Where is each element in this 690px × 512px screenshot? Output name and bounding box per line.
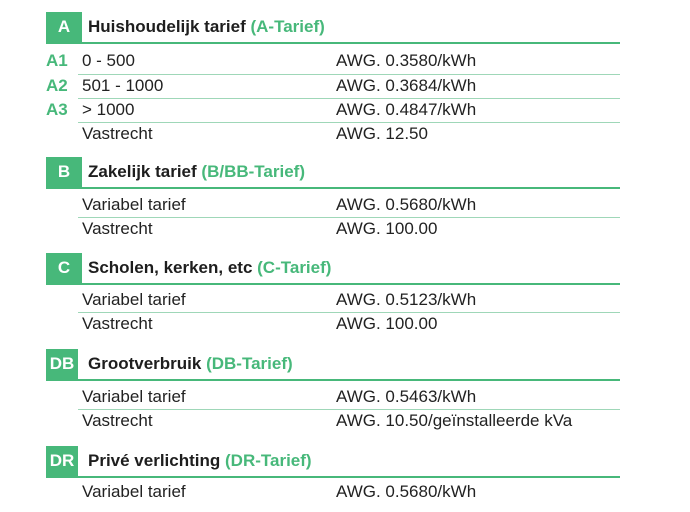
section-badge: C xyxy=(46,253,82,283)
row-code: A2 xyxy=(46,76,68,95)
row-value: AWG. 12.50 xyxy=(336,124,428,143)
row-label: Vastrecht xyxy=(82,314,153,333)
table-row xyxy=(0,479,690,504)
section-header xyxy=(0,12,690,42)
section-header xyxy=(0,253,690,283)
row-label: Vastrecht xyxy=(82,219,153,238)
row-label: Variabel tarief xyxy=(82,387,186,406)
section-title xyxy=(88,446,312,476)
row-label: > 1000 xyxy=(82,100,135,119)
table-row xyxy=(0,192,690,217)
section-tag: (DB-Tarief) xyxy=(206,354,293,373)
section-badge: A xyxy=(46,12,82,42)
table-row xyxy=(0,216,690,241)
section-title xyxy=(88,253,331,283)
header-rule xyxy=(46,476,620,478)
table-row xyxy=(0,287,690,312)
section-tag: (A-Tarief) xyxy=(250,17,325,36)
row-value: AWG. 100.00 xyxy=(336,219,438,238)
section-header xyxy=(0,157,690,187)
row-value: AWG. 0.5680/kWh xyxy=(336,195,477,214)
header-rule xyxy=(46,379,620,381)
row-code: A1 xyxy=(46,51,68,70)
row-code: A3 xyxy=(46,100,68,119)
header-rule xyxy=(46,42,620,44)
row-label: Variabel tarief xyxy=(82,195,186,214)
row-value: AWG. 0.5680/kWh xyxy=(336,482,477,501)
section-badge: B xyxy=(46,157,82,187)
section-title-text: Zakelijk tarief xyxy=(88,162,197,181)
table-row xyxy=(0,48,690,73)
section-title-text: Huishoudelijk tarief xyxy=(88,17,246,36)
section-header xyxy=(0,349,690,379)
row-label: Vastrecht xyxy=(82,411,153,430)
row-label: Vastrecht xyxy=(82,124,153,143)
row-label: Variabel tarief xyxy=(82,482,186,501)
row-label: 501 - 1000 xyxy=(82,76,164,95)
table-row xyxy=(0,121,690,146)
table-row xyxy=(0,408,690,433)
table-row xyxy=(0,311,690,336)
header-rule xyxy=(46,187,620,189)
section-tag: (DR-Tarief) xyxy=(225,451,312,470)
section-title-text: Scholen, kerken, etc xyxy=(88,258,253,277)
section-tag: (C-Tarief) xyxy=(257,258,332,277)
section-badge: DR xyxy=(46,446,78,476)
row-value: AWG. 0.5123/kWh xyxy=(336,290,477,309)
section-tag: (B/BB-Tarief) xyxy=(201,162,305,181)
row-value: AWG. 100.00 xyxy=(336,314,438,333)
table-row xyxy=(0,384,690,409)
section-title xyxy=(88,157,305,187)
section-title-text: Grootverbruik xyxy=(88,354,202,373)
section-header xyxy=(0,446,690,476)
table-row xyxy=(0,97,690,122)
section-title-text: Privé verlichting xyxy=(88,451,221,470)
section-title xyxy=(88,349,293,379)
section-title xyxy=(88,12,325,42)
row-value: AWG. 0.3580/kWh xyxy=(336,51,477,70)
section-badge: DB xyxy=(46,349,78,379)
row-label: Variabel tarief xyxy=(82,290,186,309)
row-value: AWG. 0.5463/kWh xyxy=(336,387,477,406)
row-value: AWG. 0.3684/kWh xyxy=(336,76,477,95)
header-rule xyxy=(46,283,620,285)
table-row xyxy=(0,73,690,98)
row-label: 0 - 500 xyxy=(82,51,135,70)
row-value: AWG. 0.4847/kWh xyxy=(336,100,477,119)
row-value: AWG. 10.50/geïnstalleerde kVa xyxy=(336,411,573,430)
